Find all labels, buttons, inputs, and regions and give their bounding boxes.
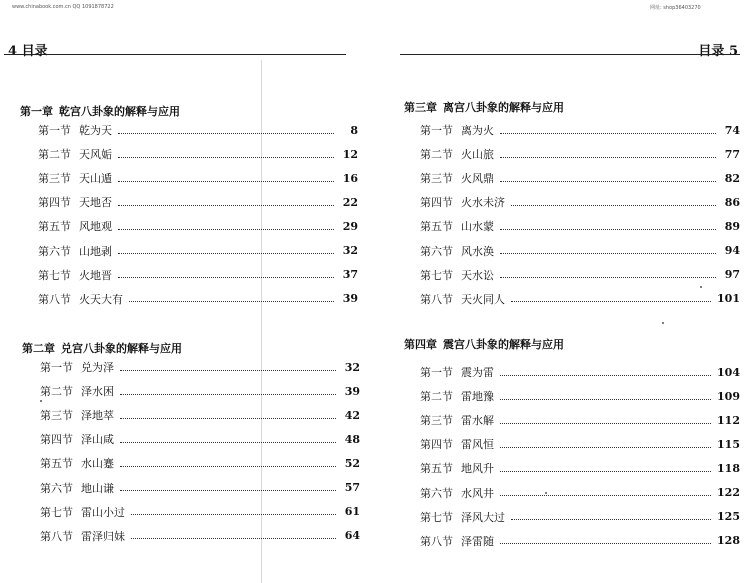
dot-leader — [511, 519, 711, 520]
section-title: 山水蒙 — [461, 220, 494, 234]
dot-leader — [118, 229, 334, 230]
dot-leader — [118, 133, 334, 134]
section-title: 天风姤 — [79, 148, 112, 162]
scan-speck — [662, 322, 664, 324]
dot-leader — [120, 442, 336, 443]
page-number: 115 — [717, 437, 740, 451]
dot-leader — [511, 205, 716, 206]
left-page-header: 4 目录 — [8, 44, 48, 59]
page-number: 42 — [344, 408, 360, 422]
page-number: 82 — [724, 171, 740, 185]
section-number: 第五节 — [420, 462, 453, 476]
page-number: 12 — [342, 147, 358, 161]
dot-leader — [500, 471, 711, 472]
toc-entry[interactable] — [420, 529, 740, 553]
toc-entry[interactable] — [420, 408, 740, 432]
chapter-title: 乾宫八卦象的解释与应用 — [59, 105, 180, 118]
dot-leader — [500, 277, 716, 278]
section-number: 第六节 — [420, 486, 453, 500]
toc-entry[interactable] — [40, 524, 360, 548]
toc-entry[interactable] — [420, 142, 740, 166]
section-number: 第五节 — [38, 220, 71, 234]
section-title: 风地观 — [79, 220, 112, 234]
chapter-title: 震宫八卦象的解释与应用 — [443, 338, 564, 351]
section-number: 第二节 — [420, 148, 453, 162]
left-header-rule — [4, 54, 346, 55]
dot-leader — [120, 490, 336, 491]
page-number: 37 — [342, 268, 358, 282]
toc-entry[interactable] — [420, 118, 740, 142]
section-title: 雷风恒 — [461, 438, 494, 452]
page-number: 57 — [344, 481, 360, 495]
dot-leader — [118, 181, 334, 182]
page-number: 86 — [724, 195, 740, 209]
section-number: 第一节 — [420, 366, 453, 380]
scan-speck — [545, 492, 547, 494]
toc-entry[interactable] — [420, 263, 740, 287]
page-number: 52 — [344, 456, 360, 470]
section-title: 泽风大过 — [461, 510, 505, 524]
scan-speck — [700, 286, 702, 288]
page-number: 61 — [344, 505, 360, 519]
section-title: 雷山小过 — [81, 505, 125, 519]
page-number: 122 — [717, 486, 740, 500]
page-number: 97 — [724, 268, 740, 282]
dot-leader — [118, 253, 334, 254]
section-title: 天山遁 — [79, 172, 112, 186]
page-number: 89 — [724, 219, 740, 233]
section-title: 兑为泽 — [81, 361, 114, 375]
toc-entry[interactable] — [38, 238, 358, 262]
page-number: 94 — [724, 244, 740, 258]
section-title: 山地剥 — [79, 244, 112, 258]
section-number: 第三节 — [40, 409, 73, 423]
section-title: 天地否 — [79, 196, 112, 210]
section-title: 水风井 — [461, 486, 494, 500]
toc-entry[interactable] — [40, 451, 360, 475]
dot-leader — [500, 253, 716, 254]
toc-entry[interactable] — [38, 190, 358, 214]
dot-leader — [500, 375, 711, 376]
page-number: 74 — [724, 123, 740, 137]
section-number: 第八节 — [420, 292, 453, 306]
dot-leader — [120, 394, 336, 395]
dot-leader — [500, 181, 716, 182]
toc-entry[interactable] — [420, 456, 740, 480]
chapter-heading — [20, 103, 180, 119]
dot-leader — [500, 423, 711, 424]
toc-entry[interactable] — [38, 263, 358, 287]
section-number: 第四节 — [420, 196, 453, 210]
section-title: 乾为天 — [79, 124, 112, 138]
page-number: 22 — [342, 195, 358, 209]
page-number: 77 — [724, 147, 740, 161]
page-number: 125 — [717, 510, 740, 524]
chapter-heading — [22, 340, 182, 356]
dot-leader — [500, 495, 711, 496]
section-number: 第五节 — [420, 220, 453, 234]
toc-list — [420, 360, 740, 553]
chapter-number: 第三章 — [404, 101, 437, 114]
dot-leader — [131, 514, 336, 515]
dot-leader — [120, 466, 336, 467]
chapter-number: 第四章 — [404, 338, 437, 351]
chapter-number: 第二章 — [22, 342, 55, 355]
dot-leader — [118, 205, 334, 206]
section-number: 第七节 — [420, 268, 453, 282]
section-number: 第四节 — [420, 438, 453, 452]
page-number: 109 — [717, 389, 740, 403]
section-title: 水山蹇 — [81, 457, 114, 471]
toc-entry[interactable] — [420, 505, 740, 529]
section-title: 地风升 — [461, 462, 494, 476]
section-title: 天水讼 — [461, 268, 494, 282]
right-page-header: 目录 5 — [698, 44, 738, 59]
dot-leader — [120, 418, 336, 419]
section-number: 第七节 — [38, 268, 71, 282]
section-title: 火风鼎 — [461, 172, 494, 186]
page-number: 29 — [342, 219, 358, 233]
toc-entry[interactable] — [38, 142, 358, 166]
dot-leader — [511, 301, 711, 302]
toc-entry[interactable] — [420, 214, 740, 238]
toc-entry[interactable] — [38, 287, 358, 311]
section-number: 第二节 — [420, 390, 453, 404]
section-number: 第六节 — [420, 244, 453, 258]
dot-leader — [500, 447, 711, 448]
page-number: 112 — [717, 413, 740, 427]
section-title: 火水未济 — [461, 196, 505, 210]
page-number: 32 — [342, 244, 358, 258]
section-title: 离为火 — [461, 124, 494, 138]
toc-entry[interactable] — [38, 214, 358, 238]
section-title: 泽水困 — [81, 385, 114, 399]
page-number: 118 — [717, 461, 740, 475]
section-number: 第七节 — [40, 505, 73, 519]
top-note-right: 网址: shop36403270 — [650, 5, 701, 11]
dot-leader — [500, 399, 711, 400]
section-number: 第七节 — [420, 510, 453, 524]
section-number: 第四节 — [38, 196, 71, 210]
toc-list — [40, 355, 360, 548]
section-number: 第八节 — [38, 292, 71, 306]
section-title: 雷地豫 — [461, 390, 494, 404]
section-number: 第八节 — [40, 529, 73, 543]
toc-entry[interactable] — [40, 427, 360, 451]
section-number: 第二节 — [38, 148, 71, 162]
toc-entry[interactable] — [420, 166, 740, 190]
dot-leader — [131, 538, 336, 539]
chapter-title: 离宫八卦象的解释与应用 — [443, 101, 564, 114]
section-number: 第五节 — [40, 457, 73, 471]
section-number: 第一节 — [38, 124, 71, 138]
toc-entry[interactable] — [40, 403, 360, 427]
section-title: 泽山咸 — [81, 433, 114, 447]
page-number: 16 — [342, 171, 358, 185]
section-number: 第六节 — [40, 481, 73, 495]
toc-entry[interactable] — [40, 475, 360, 499]
dot-leader — [120, 370, 336, 371]
section-number: 第一节 — [40, 361, 73, 375]
dot-leader — [500, 543, 711, 544]
section-title: 火天大有 — [79, 292, 123, 306]
right-header-rule — [400, 54, 740, 55]
section-number: 第六节 — [38, 244, 71, 258]
toc-entry[interactable] — [420, 480, 740, 504]
dot-leader — [129, 301, 334, 302]
toc-entry[interactable] — [38, 118, 358, 142]
dot-leader — [118, 277, 334, 278]
toc-entry[interactable] — [40, 500, 360, 524]
scan-speck — [40, 400, 42, 402]
section-title: 地山谦 — [81, 481, 114, 495]
dot-leader — [500, 229, 716, 230]
section-title: 泽雷随 — [461, 534, 494, 548]
toc-entry[interactable] — [420, 190, 740, 214]
toc-entry[interactable] — [40, 379, 360, 403]
section-title: 雷水解 — [461, 414, 494, 428]
section-number: 第三节 — [38, 172, 71, 186]
section-title: 火地晋 — [79, 268, 112, 282]
section-number: 第八节 — [420, 534, 453, 548]
toc-entry[interactable] — [420, 238, 740, 262]
dot-leader — [500, 133, 716, 134]
toc-entry[interactable] — [420, 360, 740, 384]
page-number: 101 — [717, 292, 740, 306]
section-title: 震为雷 — [461, 366, 494, 380]
toc-entry[interactable] — [40, 355, 360, 379]
page-number: 48 — [344, 432, 360, 446]
section-number: 第一节 — [420, 124, 453, 138]
section-title: 风水涣 — [461, 244, 494, 258]
page-number: 104 — [717, 365, 740, 379]
toc-entry[interactable] — [420, 287, 740, 311]
page-number: 8 — [350, 123, 358, 137]
page-number: 39 — [342, 292, 358, 306]
page-number: 32 — [344, 360, 360, 374]
dot-leader — [500, 157, 716, 158]
chapter-heading — [404, 336, 564, 352]
chapter-heading — [404, 99, 564, 115]
chapter-number: 第一章 — [20, 105, 53, 118]
section-title: 雷泽归妹 — [81, 529, 125, 543]
section-number: 第二节 — [40, 385, 73, 399]
section-number: 第三节 — [420, 172, 453, 186]
toc-list — [420, 118, 740, 311]
toc-entry[interactable] — [38, 166, 358, 190]
section-number: 第三节 — [420, 414, 453, 428]
page-number: 39 — [344, 384, 360, 398]
section-title: 火山旅 — [461, 148, 494, 162]
page-number: 128 — [717, 534, 740, 548]
top-note-left: www.chinabook.com.cn QQ 1091878722 — [12, 4, 114, 10]
page-number: 64 — [344, 529, 360, 543]
section-title: 泽地萃 — [81, 409, 114, 423]
toc-entry[interactable] — [420, 384, 740, 408]
section-number: 第四节 — [40, 433, 73, 447]
toc-entry[interactable] — [420, 432, 740, 456]
toc-list — [38, 118, 358, 311]
dot-leader — [118, 157, 334, 158]
section-title: 天火同人 — [461, 292, 505, 306]
chapter-title: 兑宫八卦象的解释与应用 — [61, 342, 182, 355]
